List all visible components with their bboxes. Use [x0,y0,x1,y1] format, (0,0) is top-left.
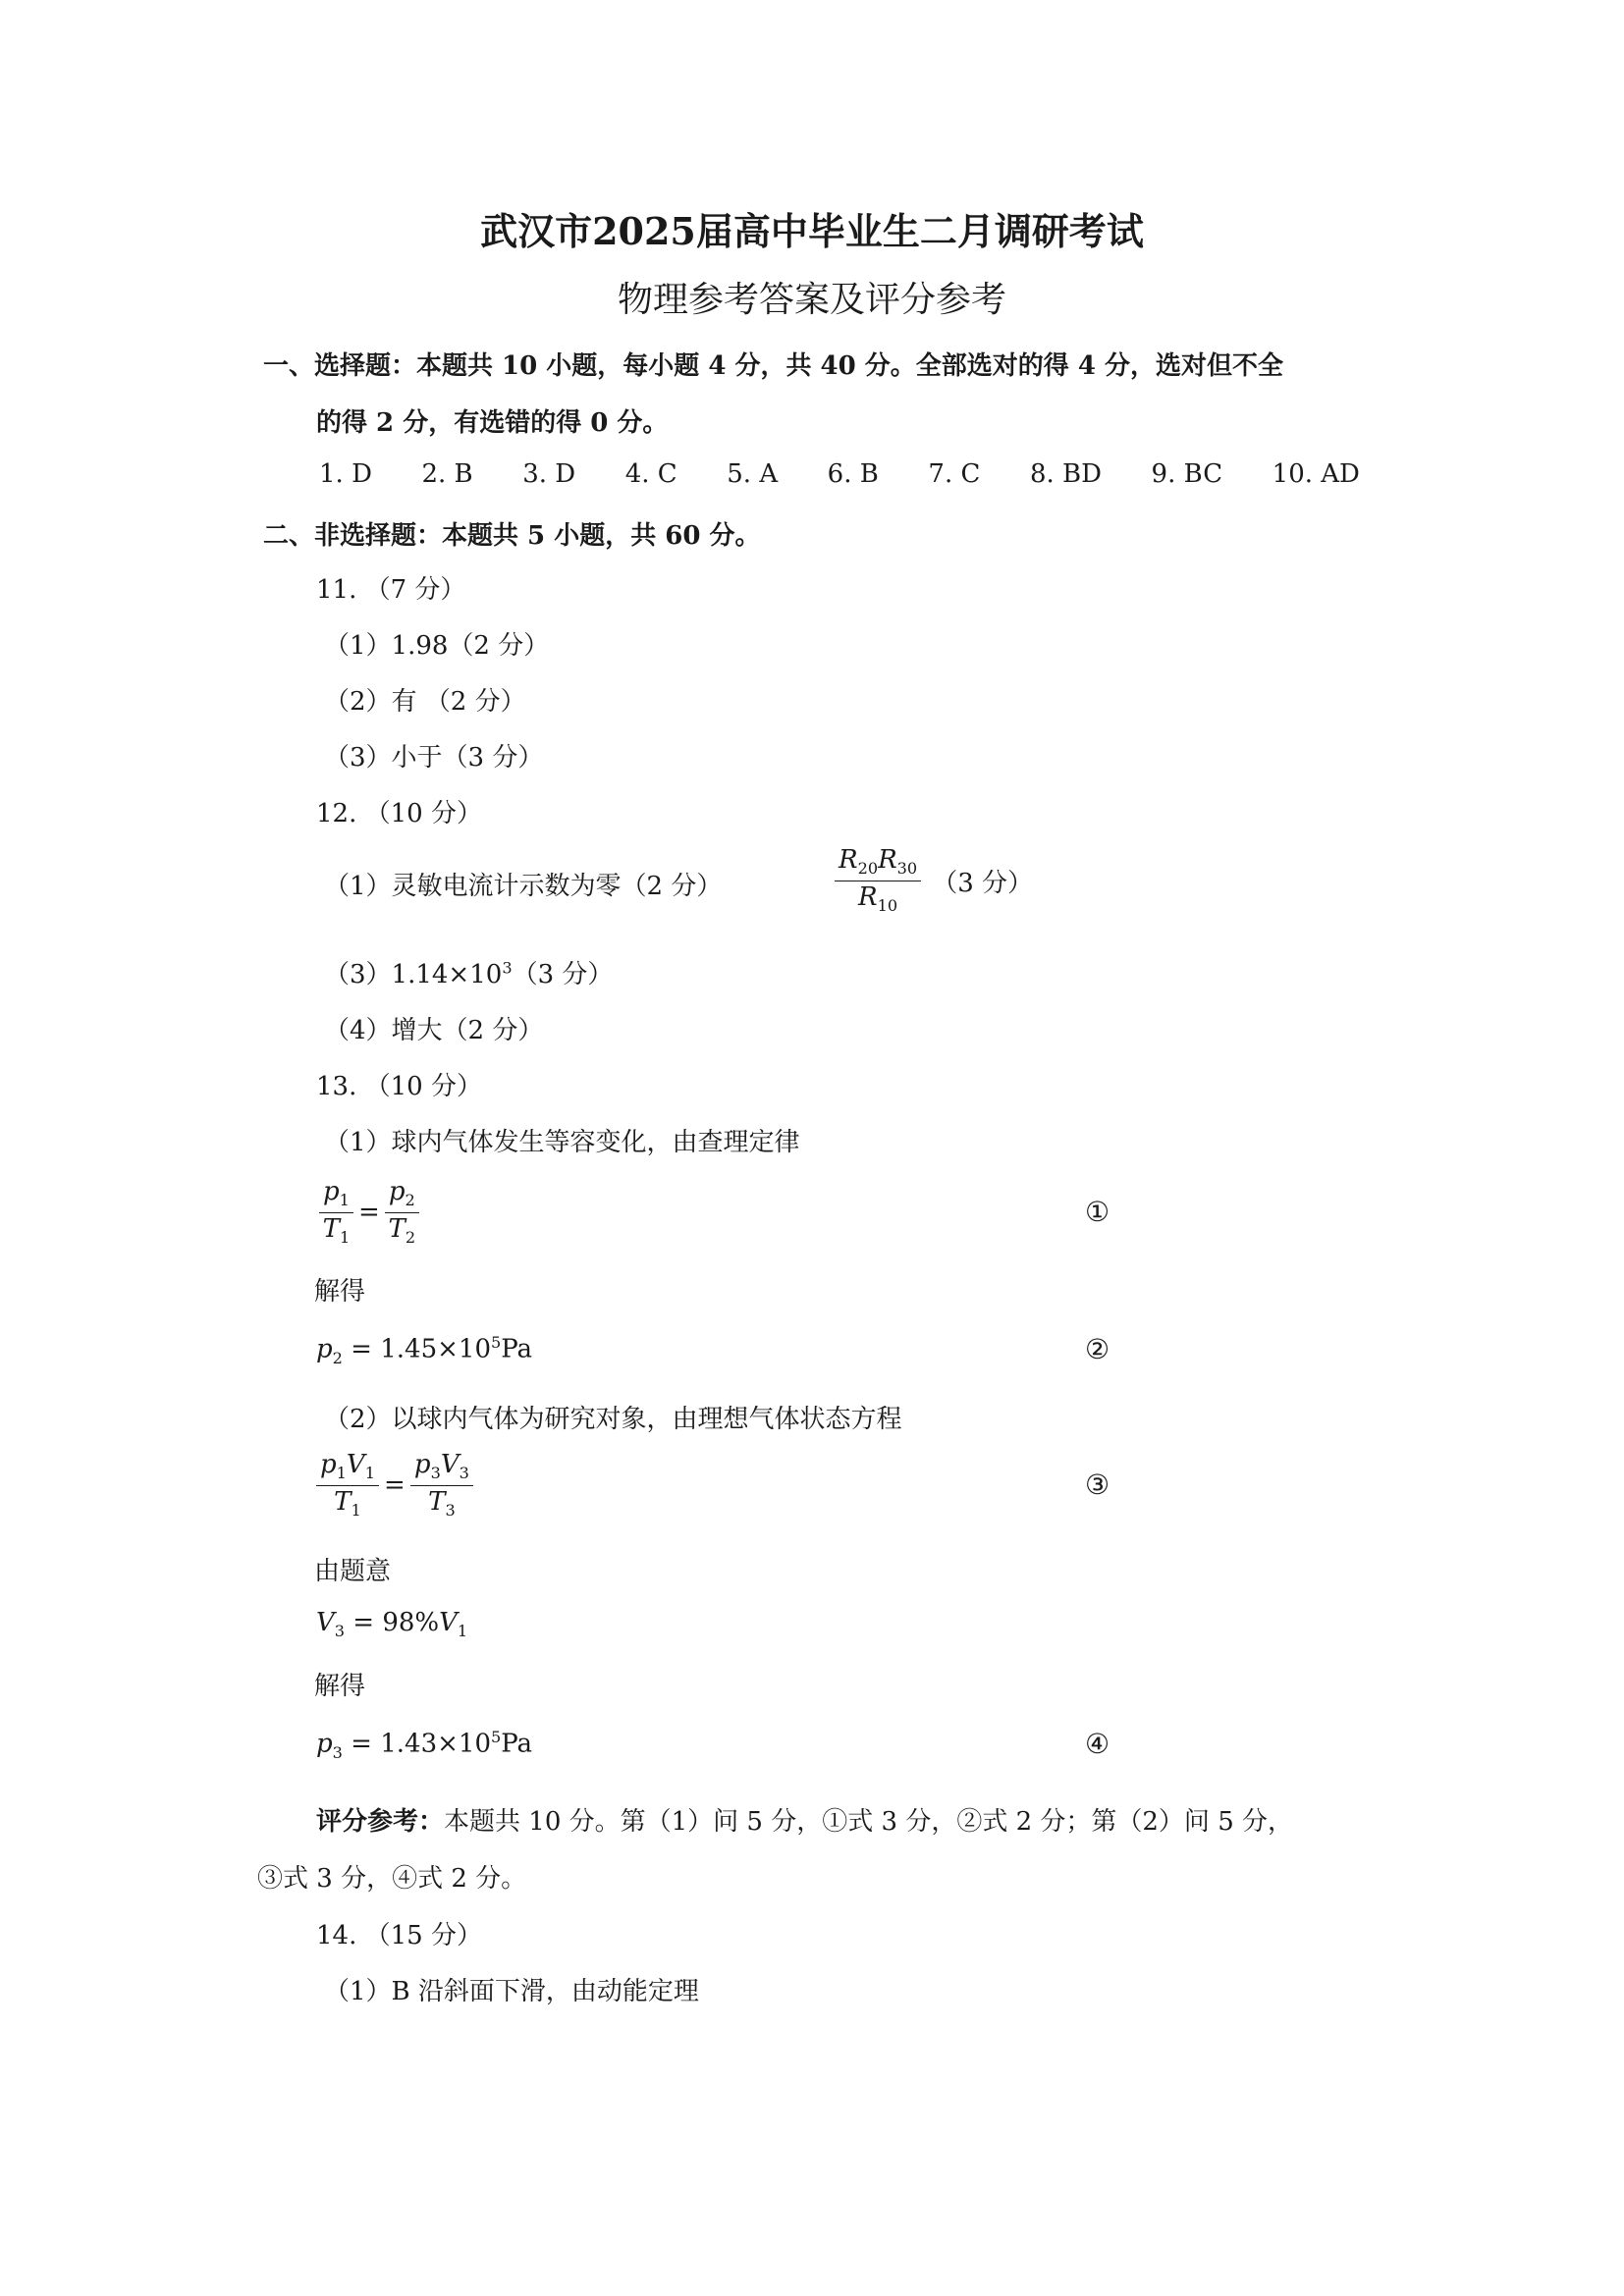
page-subtitle: 物理参考答案及评分参考 [617,280,1006,320]
answer-2: 2. B [421,459,473,489]
q13-scoring-line2: ③式 3 分，④式 2 分。 [257,1864,527,1894]
q13-solve-1: 解得 [314,1277,366,1307]
q13-part2-intro: （2）以球内气体为研究对象，由理想气体状态方程 [324,1405,902,1434]
q13-equation-4: $V_3 = 98\%V_1$ [316,1608,468,1641]
q12-answer-2-formula [835,846,1033,915]
section1-intro-line2: 的得 2 分，有选错的得 0 分。 [316,408,669,438]
page-title: 武汉市2025届高中毕业生二月调研考试 [480,209,1144,253]
answer-7: 7. C [928,459,981,489]
answer-5: 5. A [727,459,779,489]
q13-equation-3-mark: ③ [1085,1468,1110,1501]
section1-intro-line1: 一、选择题：本题共 10 小题，每小题 4 分，共 40 分。全部选对的得 4 分，选对但不全 [263,351,1283,381]
q13-equation-5-mark: ④ [1085,1728,1110,1760]
q12-answer-3: $(3)1.14\times 10^3(3$ 分） [324,958,614,989]
q13-solve-2: 解得 [314,1672,366,1701]
q11-answer-2: （2）有 （2 分） [324,687,526,717]
q12-answer-4: （4）增大（2 分） [324,1016,544,1045]
q12-header: 12. （10 分） [316,799,482,828]
q14-header: 14. （15 分） [316,1921,482,1950]
q12-answer-1: （1）灵敏电流计示数为零（2 分） [324,872,723,901]
q13-equation-1: $\frac{p_1}{T_1}$ = $\frac{p_2}{T_2}$ [319,1178,419,1247]
answer-6: 6. B [827,459,879,489]
q13-equation-1-mark: ① [1085,1196,1110,1228]
answer-9: 9. BC [1151,459,1223,489]
q12-fraction: $\frac{R_{20}R_{30}}{R_{10}}$ [835,846,921,915]
q11-header: 11. （7 分） [316,575,466,605]
q13-header: 13. （10 分） [316,1072,482,1101]
q12-answer-2-score: （3 分） [932,868,1034,898]
q13-given: 由题意 [314,1557,392,1586]
q13-part1-intro: （1）球内气体发生等容变化，由查理定律 [324,1128,800,1157]
q11-answer-1: （1）1.98（2 分） [324,631,550,661]
q13-equation-3: $\frac{p_1V_1}{T_1}$ = $\frac{p_3V_3}{T_3}$ [316,1451,473,1520]
q13-equation-5: $p_3 = 1.43\times 10^5Pa$ [316,1728,533,1762]
q11-answer-3: （3）小于（3 分） [324,743,544,773]
answer-8: 8. BD [1029,459,1102,489]
q13-equation-2: $p_2 = 1.45\times 10^5Pa$ [316,1333,533,1367]
choice-answers [319,459,1360,489]
section2-intro: 二、非选择题：本题共 5 小题，共 60 分。 [263,521,761,551]
q13-equation-2-mark: ② [1085,1333,1110,1365]
q14-part1-intro: （1）B 沿斜面下滑，由动能定理 [324,1977,699,2006]
answer-3: 3. D [522,459,576,489]
answer-10: 10. AD [1272,459,1360,489]
answer-4: 4. C [624,459,677,489]
answer-1: 1. D [319,459,372,489]
q13-scoring-line1: 评分参考：本题共 10 分。第（1）问 5 分，①式 3 分，②式 2 分；第（2）问 5 分， [316,1807,1293,1837]
